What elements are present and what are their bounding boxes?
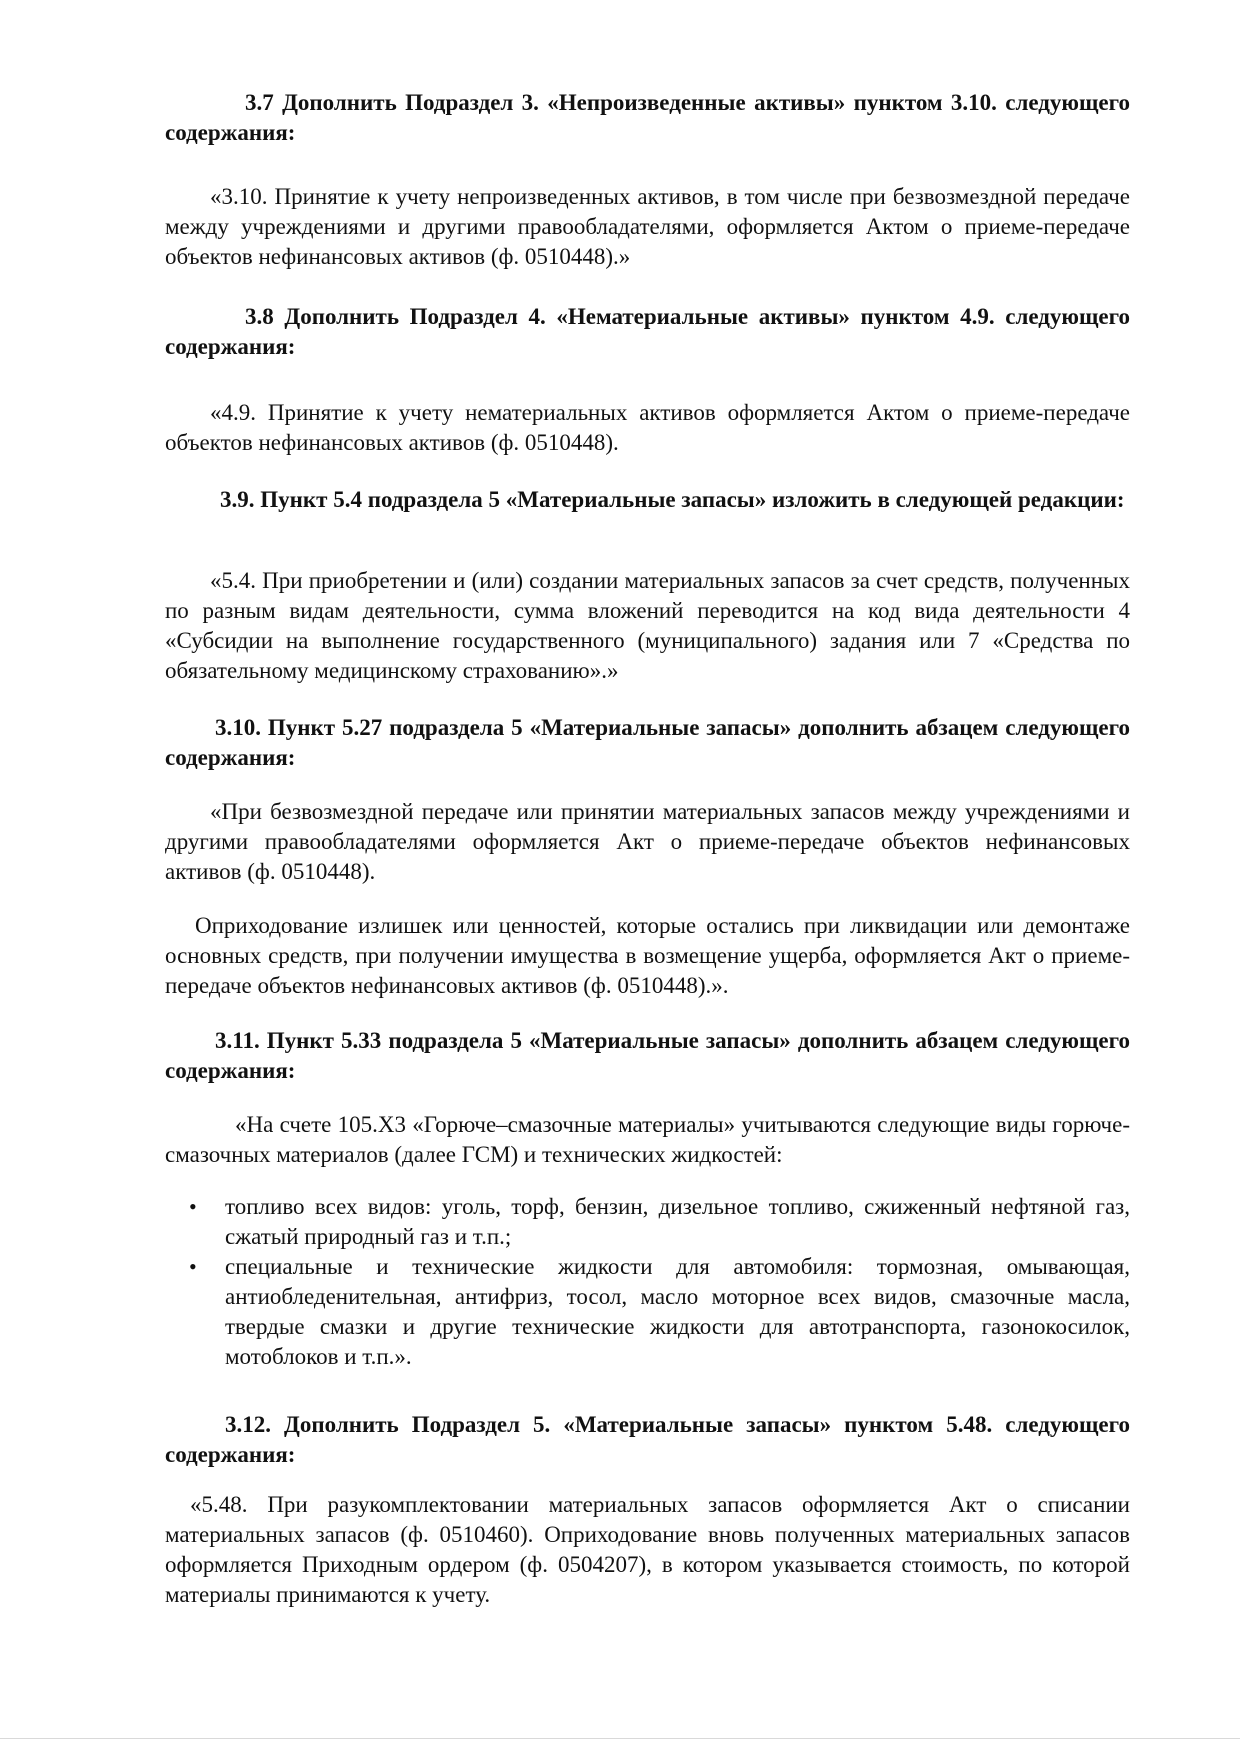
- scan-edge-line: [0, 1738, 1240, 1739]
- section-heading-3-7: 3.7 Дополнить Подраздел 3. «Непроизведенные активы» пунктом 3.10. следующего содержания:: [165, 90, 1130, 145]
- paragraph-5-48: «5.48. При разукомплектовании материальных запасов оформляется Акт о списании материальных запасов (ф. 0510460). Оприходование вновь полученных материальных запасов оформляется Приходным ордером (ф. 0504207), в котором указывается стоимость, по которой материалы принимаются к учету.: [165, 1492, 1130, 1607]
- paragraph-5-4: «5.4. При приобретении и (или) создании материальных запасов за счет средств, полученных по разным видам деятельности, сумма вложений переводится на код вида деятельности 4 «Субсидии на выполнение государственного (муниципального) задания или 7 «Средства по обязательному медицинскому страхованию».»: [165, 568, 1130, 683]
- section-heading-3-9: 3.9. Пункт 5.4 подраздела 5 «Материальные запасы» изложить в следующей редакции:: [220, 487, 1125, 512]
- paragraph-5-33: «На счете 105.Х3 «Горюче–смазочные материалы» учитываются следующие виды горюче-смазочных материалов (далее ГСМ) и технических жидкостей:: [165, 1112, 1130, 1167]
- section-heading-3-10: 3.10. Пункт 5.27 подраздела 5 «Материальные запасы» дополнить абзацем следующего содержания:: [165, 715, 1130, 770]
- section-heading-3-12: 3.12. Дополнить Подраздел 5. «Материальные запасы» пунктом 5.48. следующего содержания:: [165, 1412, 1130, 1467]
- bullet-fuel: • топливо всех видов: уголь, торф, бензин, дизельное топливо, сжиженный нефтяной газ, сжатый природный газ и т.п.;: [225, 1192, 1130, 1252]
- section-heading-3-11: 3.11. Пункт 5.33 подраздела 5 «Материальные запасы» дополнить абзацем следующего содержания:: [165, 1028, 1130, 1083]
- section-heading-3-8: 3.8 Дополнить Подраздел 4. «Нематериальные активы» пунктом 4.9. следующего содержания:: [165, 304, 1130, 359]
- paragraph-3-10: «3.10. Принятие к учету непроизведенных активов, в том числе при безвозмездной передаче между учреждениями и другими правообладателями, оформляется Актом о приеме-передаче объектов нефинансовых активов (ф. 0510448).»: [165, 184, 1130, 269]
- paragraph-4-9: «4.9. Принятие к учету нематериальных активов оформляется Актом о приеме-передаче объектов нефинансовых активов (ф. 0510448).: [165, 400, 1130, 455]
- bullet-fluids: • специальные и технические жидкости для автомобиля: тормозная, омывающая, антиобледенительная, антифриз, тосол, масло моторное всех видов, смазочные масла, твердые смазки и другие технические жидкости для автотранспорта, газонокосилок, мотоблоков и т.п.».: [225, 1252, 1130, 1372]
- gsm-bullet-list: [165, 1192, 1130, 1372]
- paragraph-5-27-b: Оприходование излишек или ценностей, которые остались при ликвидации или демонтаже основных средств, при получении имущества в возмещение ущерба, оформляется Акт о приеме-передаче объектов нефинансовых активов (ф. 0510448).».: [165, 913, 1130, 998]
- paragraph-5-27-a: «При безвозмездной передаче или принятии материальных запасов между учреждениями и другими правообладателями оформляется Акт о приеме-передаче объектов нефинансовых активов (ф. 0510448).: [165, 799, 1130, 884]
